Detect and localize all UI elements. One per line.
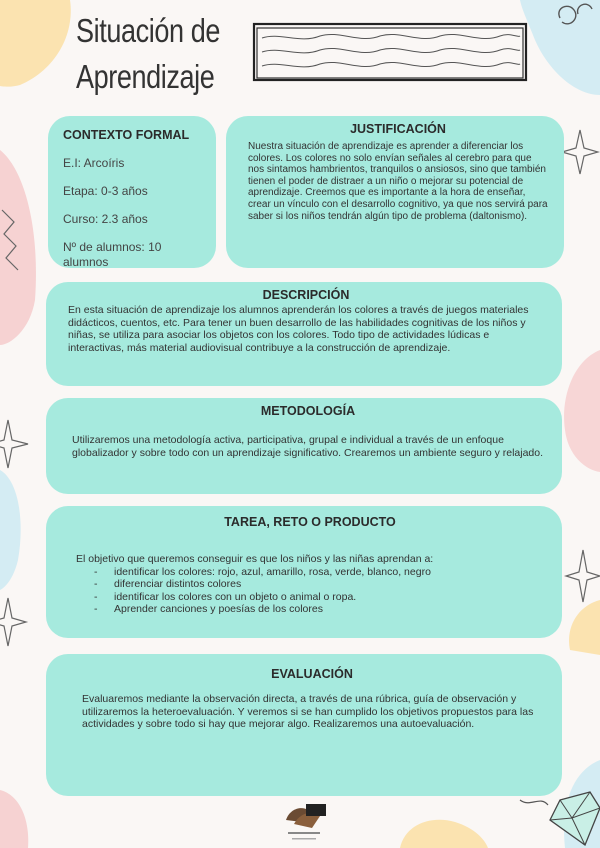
justificacion-heading: JUSTIFICACIÓN [350, 122, 446, 136]
page-title [76, 8, 224, 100]
list-item: - diferenciar distintos colores [76, 578, 544, 591]
title-line-1: Situación de [76, 12, 221, 49]
list-item: - Aprender canciones y poesías de los colores [76, 603, 544, 616]
scribble-frame-icon [250, 18, 532, 86]
contexto-curso: Curso: 2.3 años [63, 212, 148, 226]
tarea-card [46, 506, 562, 638]
tarea-heading: TAREA, RETO O PRODUCTO [224, 515, 396, 529]
descripcion-heading: DESCRIPCIÓN [262, 288, 350, 302]
descripcion-card [46, 282, 562, 386]
list-item: - identificar los colores con un objeto o animal o ropa. [76, 591, 544, 604]
contexto-etapa: Etapa: 0-3 años [63, 184, 148, 198]
metodologia-card [46, 398, 562, 494]
list-item: - identificar los colores: rojo, azul, amarillo, rosa, verde, blanco, negro [76, 566, 544, 579]
contexto-card [48, 116, 216, 268]
logo-icon [272, 800, 332, 846]
contexto-alumnos: Nº de alumnos: 10 alumnos [63, 240, 162, 269]
tarea-list [76, 566, 544, 616]
metodologia-text: Utilizaremos una metodología activa, participativa, grupal e individual a través de un enfoque globalizador y sobre todo con un aprendizaje significativo. Crearemos un ambiente seguro y relajado. [72, 434, 544, 459]
justificacion-text: Nuestra situación de aprendizaje es aprender a diferenciar los colores. Los colores no solo envían señales al cerebro para que nos sintamos hambrientos, tranquilos o ansiosos, sino que también tienen el poder de distraer a un niño o mejorar su potencial de aprendizaje. Creemos que es importante a la hora de enseñar, crear un vínculo con el desarrollo cognitivo, ya que nos servirá para saber si los niños tendrán algún tipo de problema (daltonismo). [248, 141, 548, 222]
contexto-ei: E.I: Arcoíris [63, 156, 125, 170]
tarea-intro: El objetivo que queremos conseguir es que los niños y las niñas aprendan a: [76, 553, 434, 565]
contexto-heading: CONTEXTO FORMAL [63, 128, 190, 142]
evaluacion-text: Evaluaremos mediante la observación directa, a través de una rúbrica, guía de observación y utilizaremos la heteroevaluación. Y veremos si se han cumplido los objetivos propuestos para las actividades y sobre todo si hay que mejorar algo. Realizaremos una autoevaluación. [82, 693, 534, 730]
evaluacion-card [46, 654, 562, 796]
justificacion-card [226, 116, 564, 268]
descripcion-text: En esta situación de aprendizaje los alumnos aprenderán los colores a través de juegos materiales didácticos, cuentos, etc. Para tener un buen desarrollo de las habilidades cognitivas de los niños y niñas, se utiliza para asociar los objetos con los colores. Todo tipo de actividades lúdicas e interactivas, más material audiovisual contribuye a la construcción de aprendizaje. [68, 304, 529, 354]
metodologia-heading: METODOLOGÍA [260, 404, 356, 418]
evaluacion-heading: EVALUACIÓN [271, 667, 353, 681]
title-line-2: Aprendizaje [76, 58, 215, 95]
